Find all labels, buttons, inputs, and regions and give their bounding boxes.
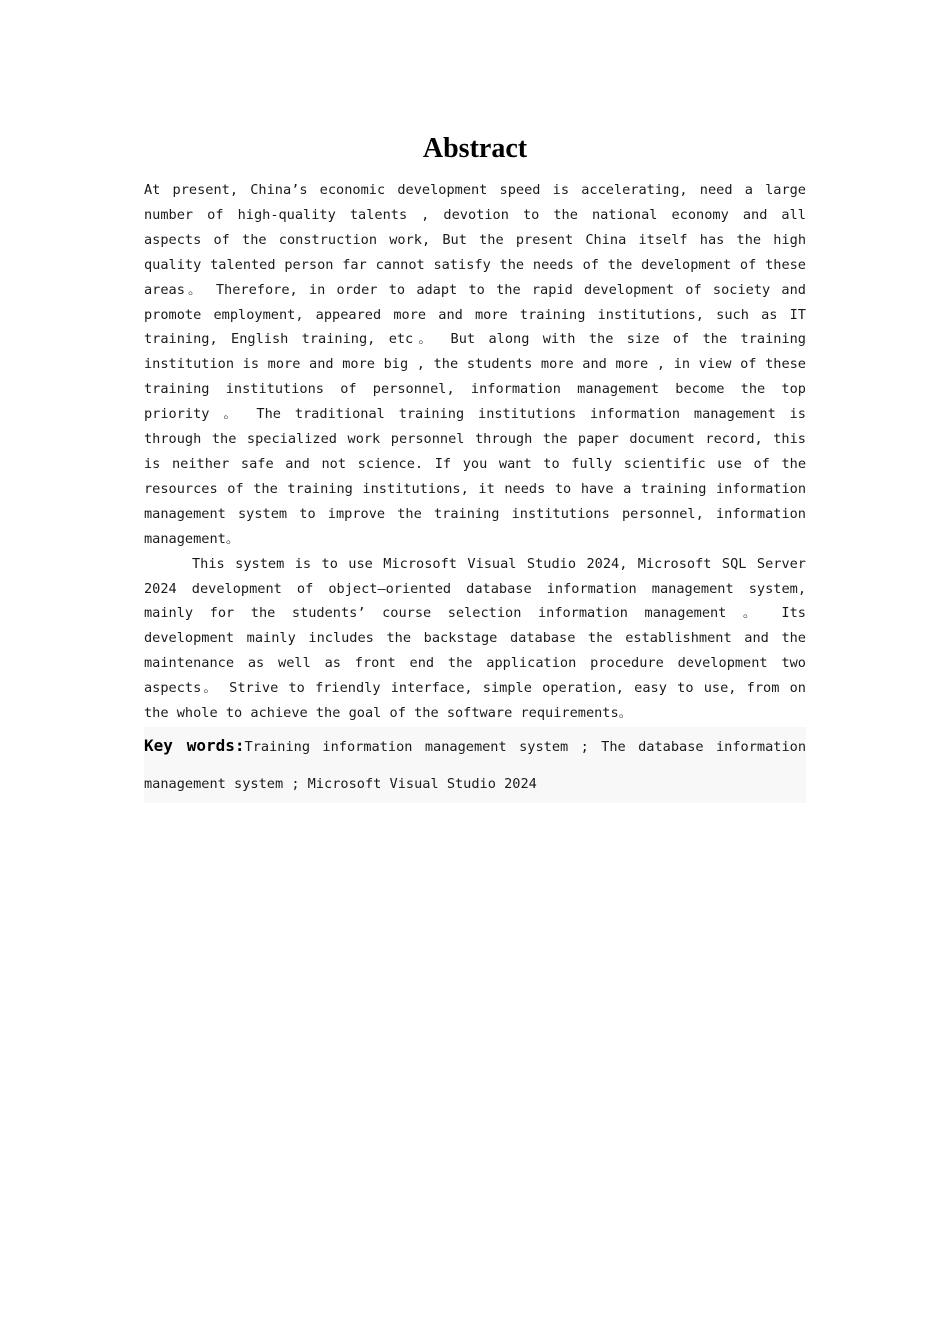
abstract-title: Abstract: [422, 133, 528, 164]
abstract-section: [144, 130, 806, 803]
keywords-label: Key words:: [144, 735, 245, 755]
abstract-paragraph-1: At present, China’s economic development speed is accelerating, need a large number of high-quality talents , devotion to the national economy and all aspects of the construction work, But the present China itself has the high quality talented person far cannot satisfy the needs of the development of these areas。 Therefore, in order to adapt to the rapid development of society and promote employment, appeared more and more training institutions, such as IT training, English training, etc。 But along with the size of the training institution is more and more big , the students more and more , in view of these training institutions of personnel, information management become the top priority 。 The traditional training institutions information management is through the specialized work personnel through the paper document record, this is neither safe and not science. If you want to fully scientific use of the resources of the training institutions, it needs to have a training information management system to improve the training institutions personnel, information management。: [144, 182, 806, 547]
keywords-text: Training information management system ; The database information management system ; Microsoft Visual Studio 2024: [144, 738, 807, 792]
keywords-block: [144, 727, 806, 803]
abstract-paragraph-2: This system is to use Microsoft Visual Studio 2024, Microsoft SQL Server 2024 development of object—oriented database information management system, mainly for the students’ course selection information management 。 Its development mainly includes the backstage database the establishment and the maintenance as well as front end the application procedure development two aspects。 Strive to friendly interface, simple operation, easy to use, from on the whole to achieve the goal of the software requirements。: [144, 555, 806, 722]
